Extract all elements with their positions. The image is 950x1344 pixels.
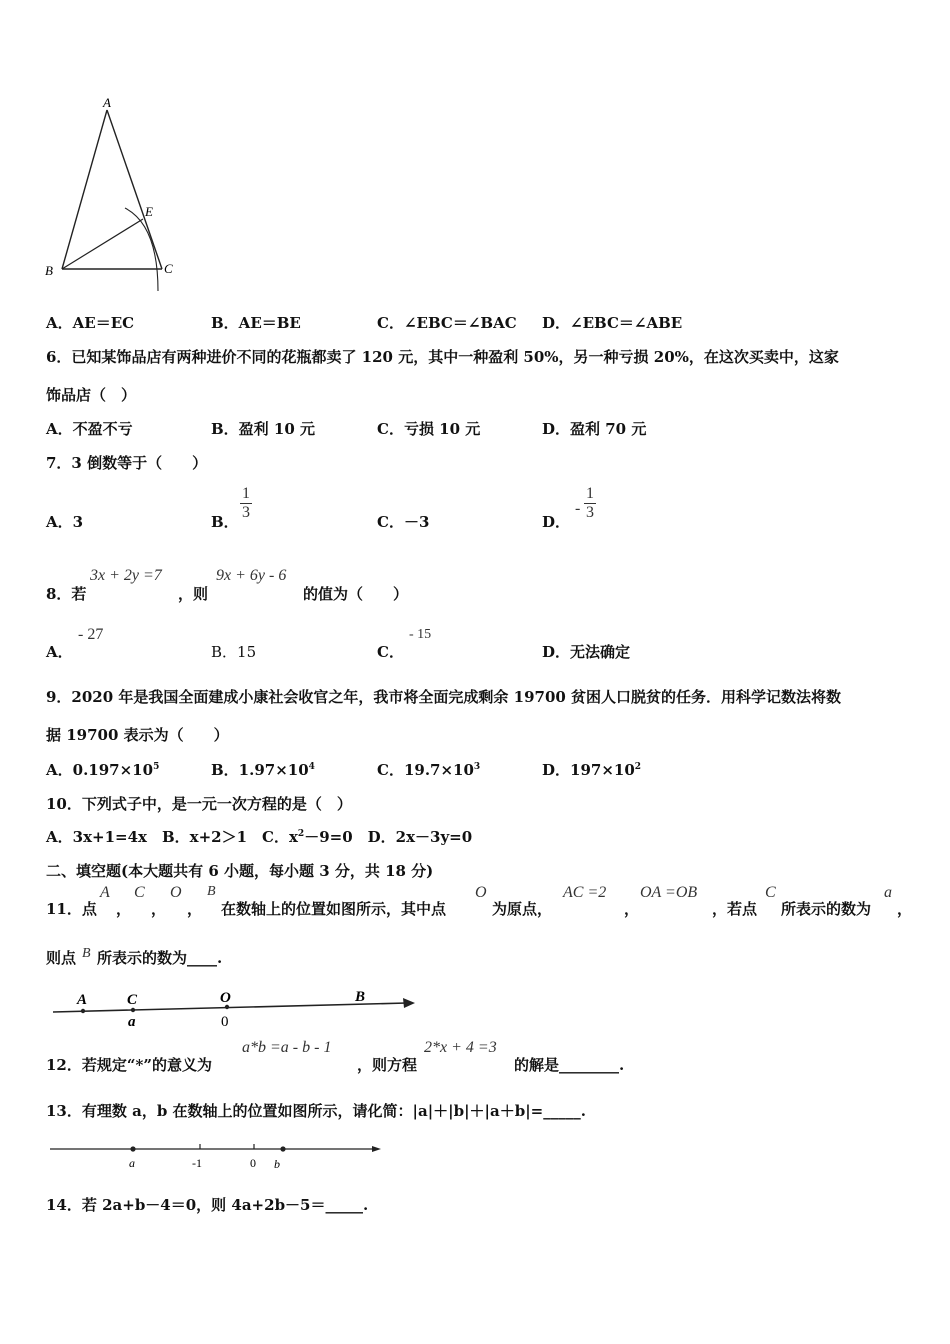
q13-text: 13．有理数 a，b 在数轴上的位置如图所示，请化简：|a|＋|b|＋|a＋b|=_____. xyxy=(46,1102,586,1120)
q8-option-a-value: - 27 xyxy=(78,626,104,643)
q5-option-c: C．∠EBC＝∠BAC xyxy=(377,314,517,332)
q7-stem: 7．3 倒数等于（ ） xyxy=(46,454,208,472)
q12-post: 的解是________. xyxy=(514,1056,625,1074)
q9-option-c-exp: 3 xyxy=(473,762,481,772)
q11-point-C2: C xyxy=(765,884,776,901)
label-E: E xyxy=(145,204,153,219)
q8-expression: 9x + 6y - 6 xyxy=(216,567,287,584)
numline1-O: O xyxy=(220,990,231,1006)
q11-text1: 在数轴上的位置如图所示，其中点 xyxy=(221,900,447,918)
q11-comma: ， xyxy=(187,900,203,918)
frac-numerator: 1 xyxy=(242,485,250,502)
q8-option-d: D．无法确定 xyxy=(542,643,631,661)
frac-denominator: 3 xyxy=(586,504,594,521)
q11-pre: 11．点 xyxy=(46,900,97,918)
q8-option-a-label: A． xyxy=(46,643,73,661)
number-line-1 xyxy=(45,985,425,1031)
q11-comma: ， xyxy=(624,900,640,918)
q11-point-B2: B xyxy=(82,946,91,961)
q5-option-d: D．∠EBC＝∠ABE xyxy=(542,314,683,332)
q5-option-b: B．AE＝BE xyxy=(211,314,301,332)
label-A: A xyxy=(103,95,111,110)
q5-option-a: A．AE＝EC xyxy=(46,314,135,332)
q11-point-B: B xyxy=(207,884,216,899)
q11-point-O: O xyxy=(170,884,182,901)
numline1-zero: 0 xyxy=(221,1014,229,1030)
q11-point-A: A xyxy=(100,884,110,901)
q6-line1: 6．已知某饰品店有两种进价不同的花瓶都卖了 120 元，其中一种盈利 50%，另一种亏损 20%，在这次买卖中，这家 xyxy=(46,348,839,366)
number-line-2 xyxy=(45,1136,385,1176)
q12-definition: a*b =a - b - 1 xyxy=(242,1039,332,1056)
q11-point-C: C xyxy=(134,884,145,901)
q11-line2-pre: 则点 xyxy=(46,949,77,967)
section-fill-in-title: 二、填空题(本大题共有 6 小题，每小题 3 分，共 18 分) xyxy=(46,862,434,880)
q10-options: A．3x+1=4x B．x+2＞1 C．$x^2-9=0$ D．2x－3y=0 xyxy=(46,828,473,846)
q11-ac: AC =2 xyxy=(563,884,607,901)
q6-option-d: D．盈利 70 元 xyxy=(542,420,647,438)
numline2-a: a xyxy=(129,1156,135,1170)
q7-option-d-fraction xyxy=(584,485,596,522)
q9-option-c: C．$19.7\times 10^3$ xyxy=(377,761,481,779)
label-C: C xyxy=(164,261,173,276)
q11-comma: ， xyxy=(897,900,913,918)
numline2-zero: 0 xyxy=(250,1156,256,1170)
q7-option-a: A．3 xyxy=(46,513,84,531)
q7-option-b-label: B． xyxy=(211,513,239,531)
q9-option-a-exp: 5 xyxy=(153,762,160,772)
q14-text: 14．若 2a+b－4＝0，则 4a+2b－5＝_____. xyxy=(46,1196,369,1214)
numline2-b: b xyxy=(274,1157,280,1171)
q7-option-b-fraction xyxy=(240,485,252,522)
q11-a: a xyxy=(884,884,892,901)
q9-option-d: D．$197\times 10^2$ xyxy=(542,761,642,779)
q8-post: 的值为（ ） xyxy=(303,585,409,603)
q12-pre: 12．若规定“*”的意义为 xyxy=(46,1056,212,1074)
q6-option-b: B．盈利 10 元 xyxy=(211,420,315,438)
q8-option-c-label: C． xyxy=(377,643,404,661)
numline2-minus1: -1 xyxy=(192,1156,202,1170)
q11-comma: ， xyxy=(116,900,132,918)
numline1-B: B xyxy=(355,989,366,1005)
q11-text2: 为原点， xyxy=(492,900,553,918)
label-B: B xyxy=(45,263,53,278)
q8-option-c-value: - 15 xyxy=(409,627,432,642)
q6-option-a: A．不盈不亏 xyxy=(46,420,133,438)
q8-option-b: B．15 xyxy=(211,643,257,661)
q9-line2: 据 19700 表示为（ ） xyxy=(46,726,229,744)
numline1-C: C xyxy=(127,992,138,1008)
frac-denominator: 3 xyxy=(242,504,250,521)
q8-pre: 8．若 xyxy=(46,585,87,603)
q11-text3: ，若点 xyxy=(712,900,758,918)
q9-option-a: A．$0.197\times 10^5$ xyxy=(46,761,160,779)
q6-option-c: C．亏损 10 元 xyxy=(377,420,481,438)
numline1-A: A xyxy=(77,992,88,1008)
q8-equation: 3x + 2y =7 xyxy=(90,567,162,584)
numline1-a: a xyxy=(128,1014,136,1030)
q11-comma: ， xyxy=(151,900,167,918)
triangle-figure xyxy=(40,95,190,295)
frac-numerator: 1 xyxy=(586,485,594,502)
q9-line1: 9．2020 年是我国全面建成小康社会收官之年，我市将全面完成剩余 19700 贫困人口脱贫的任务．用科学记数法将数 xyxy=(46,688,842,706)
q11-line2-post: 所表示的数为____. xyxy=(97,949,223,967)
q7-option-d-neg: - xyxy=(575,500,581,517)
q9-option-d-exp: 2 xyxy=(634,762,642,772)
q7-option-d-label: D． xyxy=(542,513,571,531)
q8-mid: ，则 xyxy=(178,585,209,603)
q10-stem: 10．下列式子中，是一元一次方程的是（ ） xyxy=(46,795,352,813)
q11-point-O2: O xyxy=(475,884,487,901)
q9-option-b: B．$1.97\times 10^4$ xyxy=(211,761,315,779)
q6-line2: 饰品店（ ） xyxy=(46,386,137,404)
q12-mid: ，则方程 xyxy=(357,1056,418,1074)
q12-equation: 2*x + 4 =3 xyxy=(424,1039,497,1056)
q11-oa: OA =OB xyxy=(640,884,698,901)
q7-option-c: C．－3 xyxy=(377,513,430,531)
q11-text4: 所表示的数为 xyxy=(781,900,872,918)
q9-option-b-exp: 4 xyxy=(308,762,315,772)
